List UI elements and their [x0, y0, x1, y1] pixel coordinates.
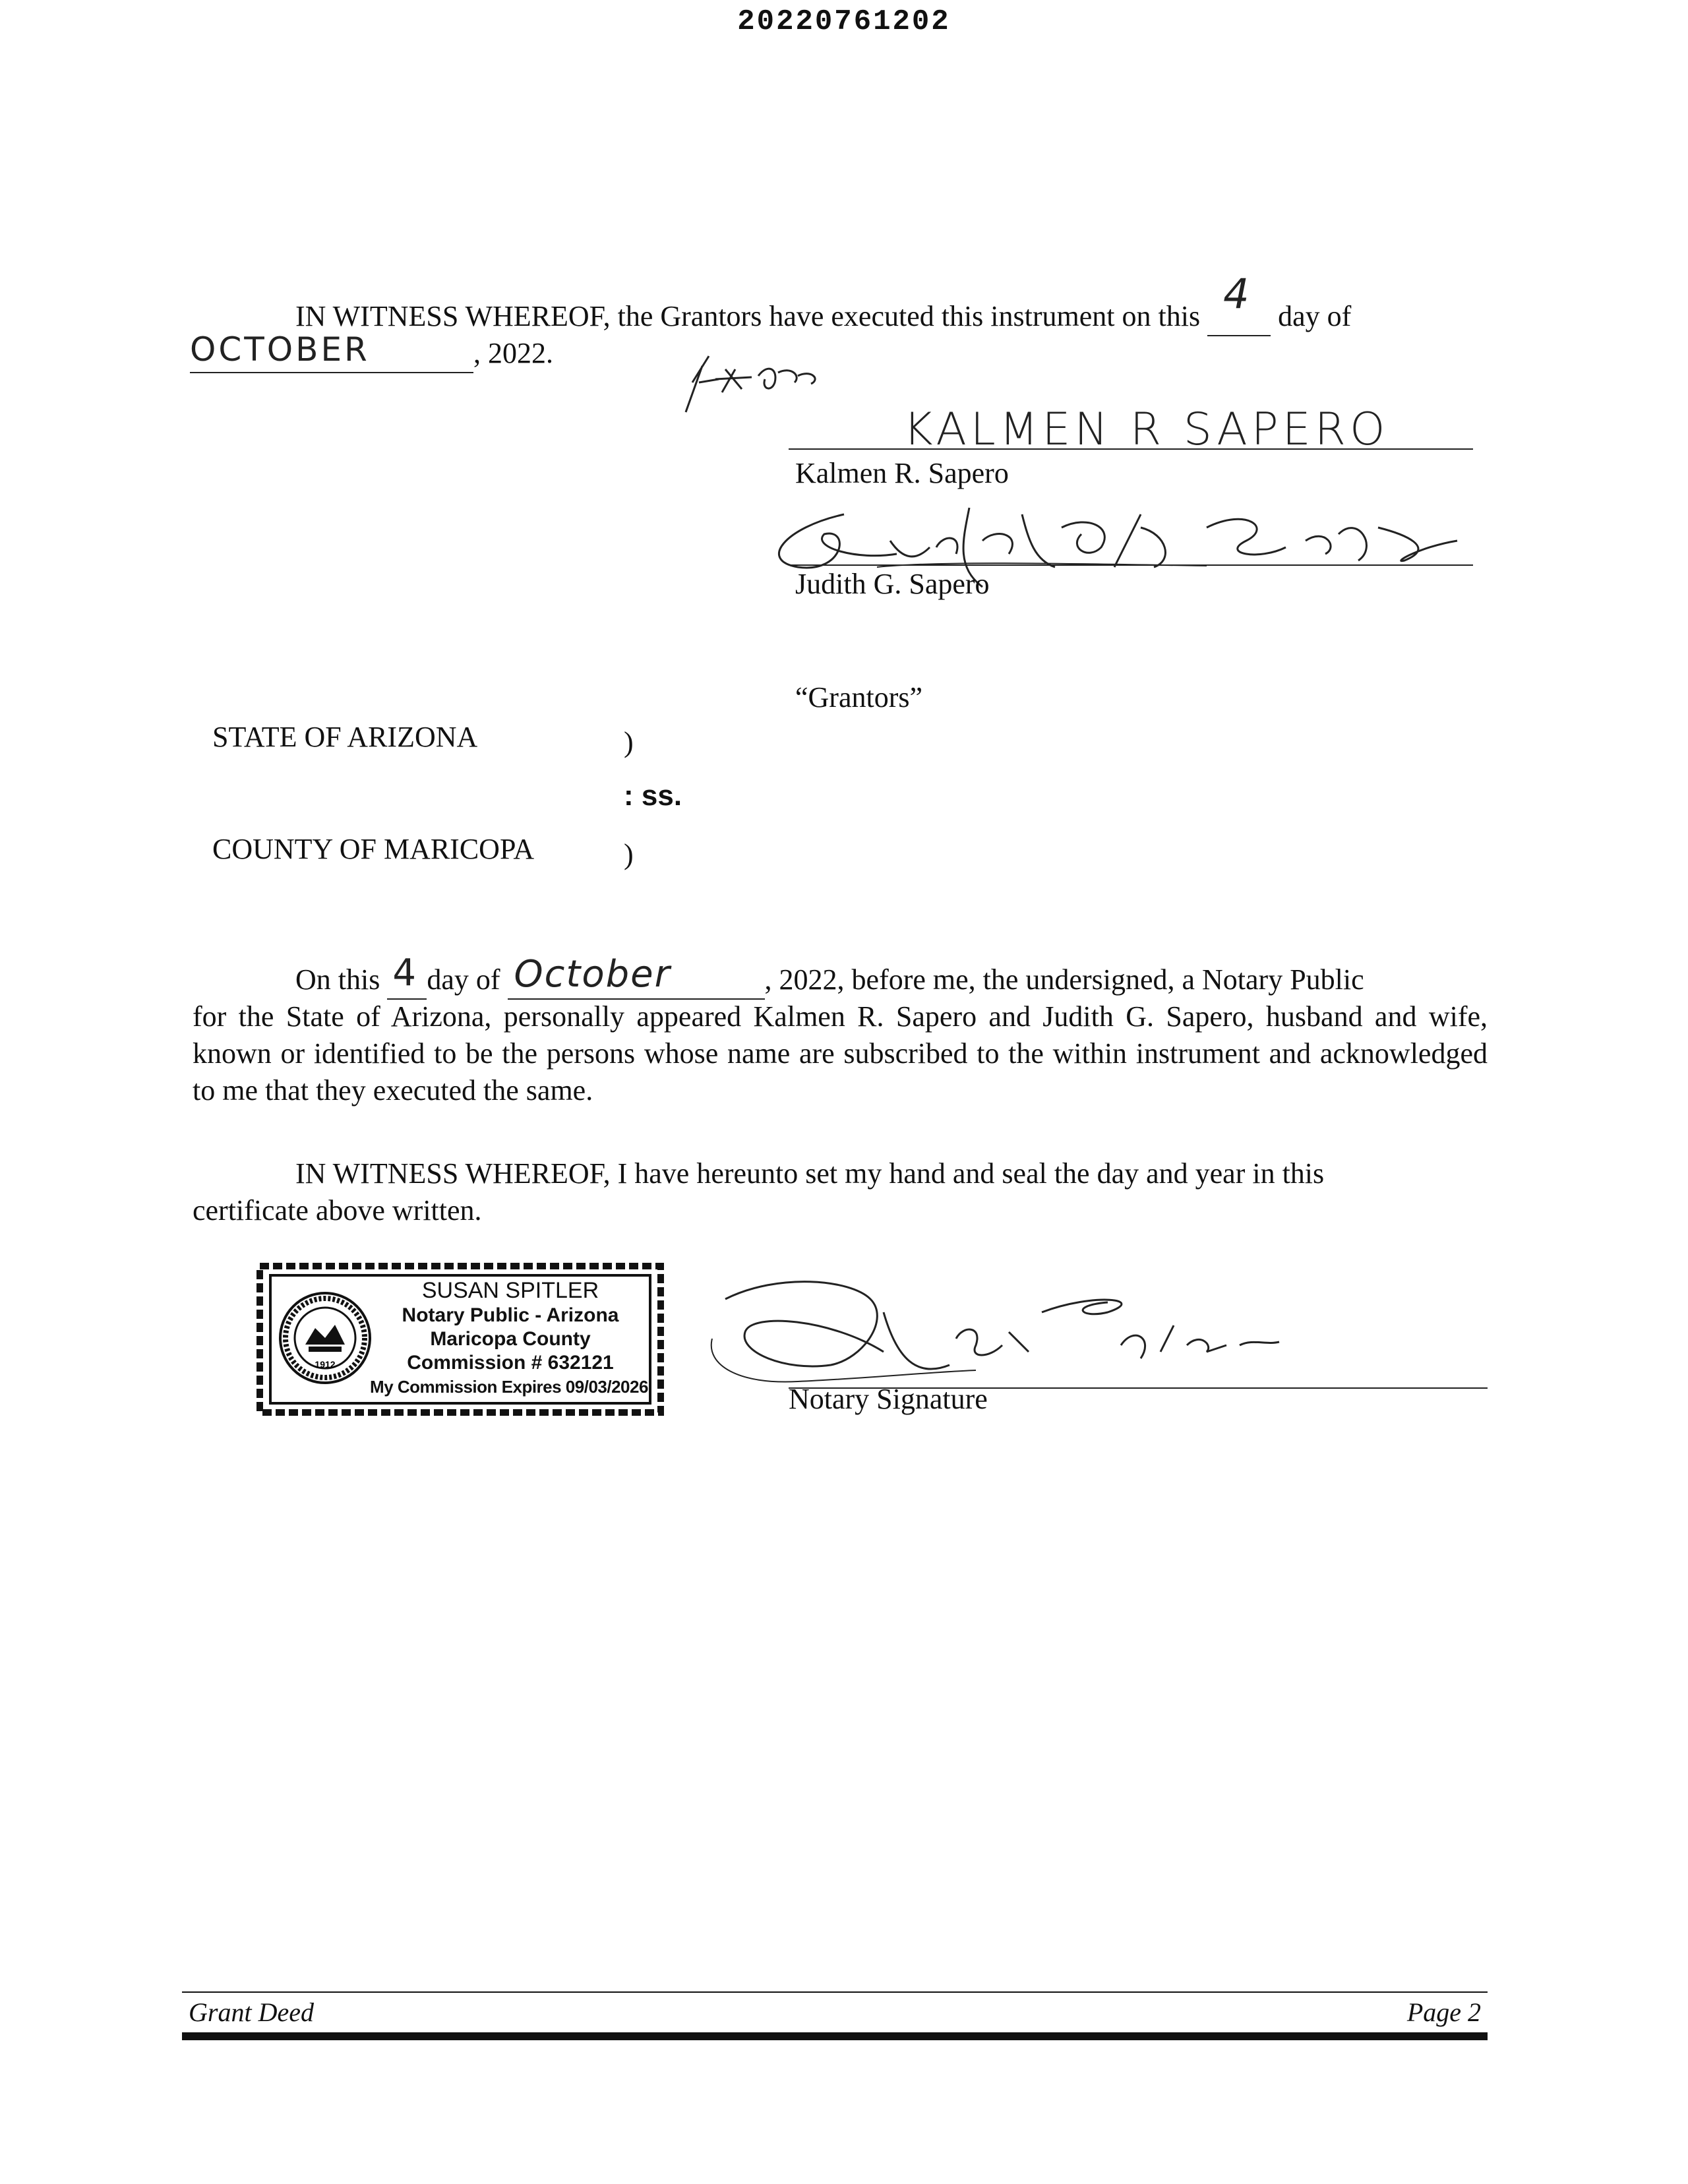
- ack-month-blank: [508, 953, 765, 1000]
- grantors-label: “Grantors”: [795, 681, 923, 713]
- venue-county: COUNTY OF MARICOPA: [212, 833, 535, 865]
- grantor-initials-signature: [679, 343, 877, 422]
- notary-stamp: [256, 1262, 665, 1416]
- grantor-month-handwritten: OCTOBER: [190, 330, 370, 369]
- ack-on-this: On this: [295, 963, 380, 996]
- acknowledgment-line1: [295, 952, 1364, 1000]
- footer-rule-top: [182, 1991, 1488, 1993]
- ack-day-of: day of: [427, 963, 500, 996]
- grantor-month-blank: [190, 330, 473, 373]
- stamp-commission-expires: My Commission Expires 09/03/2026: [370, 1377, 648, 1397]
- stamp-notary-county: Maricopa County: [430, 1328, 591, 1350]
- footer-page-number: Page 2: [1406, 1997, 1481, 2027]
- notary-witness-line1: IN WITNESS WHEREOF, I have hereunto set my hand and seal the day and year in this: [295, 1157, 1325, 1190]
- venue-ss: : ss.: [624, 779, 682, 812]
- grantor-day-of-text: day of: [1278, 300, 1352, 332]
- footer-document-title: Grant Deed: [189, 1997, 314, 2027]
- kalmen-signature-line: [789, 448, 1473, 450]
- notary-signature-label: Notary Signature: [789, 1383, 988, 1415]
- seal-year: 1912: [315, 1359, 336, 1370]
- stamp-notary-title: Notary Public - Arizona: [402, 1304, 619, 1326]
- arizona-state-seal-icon: [276, 1289, 375, 1387]
- ack-rest-first-line: , 2022, before me, the undersigned, a Notary Public: [764, 963, 1364, 996]
- judith-printed-name: Judith G. Sapero: [795, 568, 990, 600]
- grantor-witness-text: IN WITNESS WHEREOF, the Grantors have executed this instrument on this: [295, 300, 1201, 332]
- footer-rule-bottom: [182, 2032, 1488, 2040]
- kalmen-printed-name: Kalmen R. Sapero: [795, 457, 1009, 489]
- grantor-witness-line2: [190, 330, 553, 373]
- notary-witness-line2: certificate above written.: [193, 1194, 482, 1227]
- notary-handwritten-signature: [699, 1273, 1292, 1418]
- grantor-witness-line1: [295, 270, 1495, 336]
- grantor-year-text: , 2022.: [473, 337, 553, 369]
- grantor-day-handwritten: 4: [1223, 270, 1250, 318]
- ack-day-handwritten: 4: [392, 952, 416, 994]
- venue-state: STATE OF ARIZONA: [212, 721, 478, 753]
- acknowledgment-body: for the State of Arizona, personally appeared Kalmen R. Sapero and Judith G. Sapero, husband and wife, known or identified to be the persons whose name are subscribed to the within instrument and acknowledged to me that they executed the same.: [193, 1000, 1488, 1107]
- document-number: 20220761202: [737, 5, 951, 38]
- ack-day-blank: [387, 952, 427, 1000]
- ack-month-handwritten: October: [514, 953, 671, 996]
- stamp-notary-name: SUSAN SPITLER: [421, 1278, 599, 1303]
- venue-county-paren: ): [624, 838, 634, 870]
- grantor-day-blank: [1207, 270, 1271, 336]
- stamp-commission-number: Commission # 632121: [407, 1352, 614, 1374]
- kalmen-handwritten-signature: KALMEN R SAPERO: [903, 404, 1389, 456]
- venue-state-paren: ): [624, 726, 634, 758]
